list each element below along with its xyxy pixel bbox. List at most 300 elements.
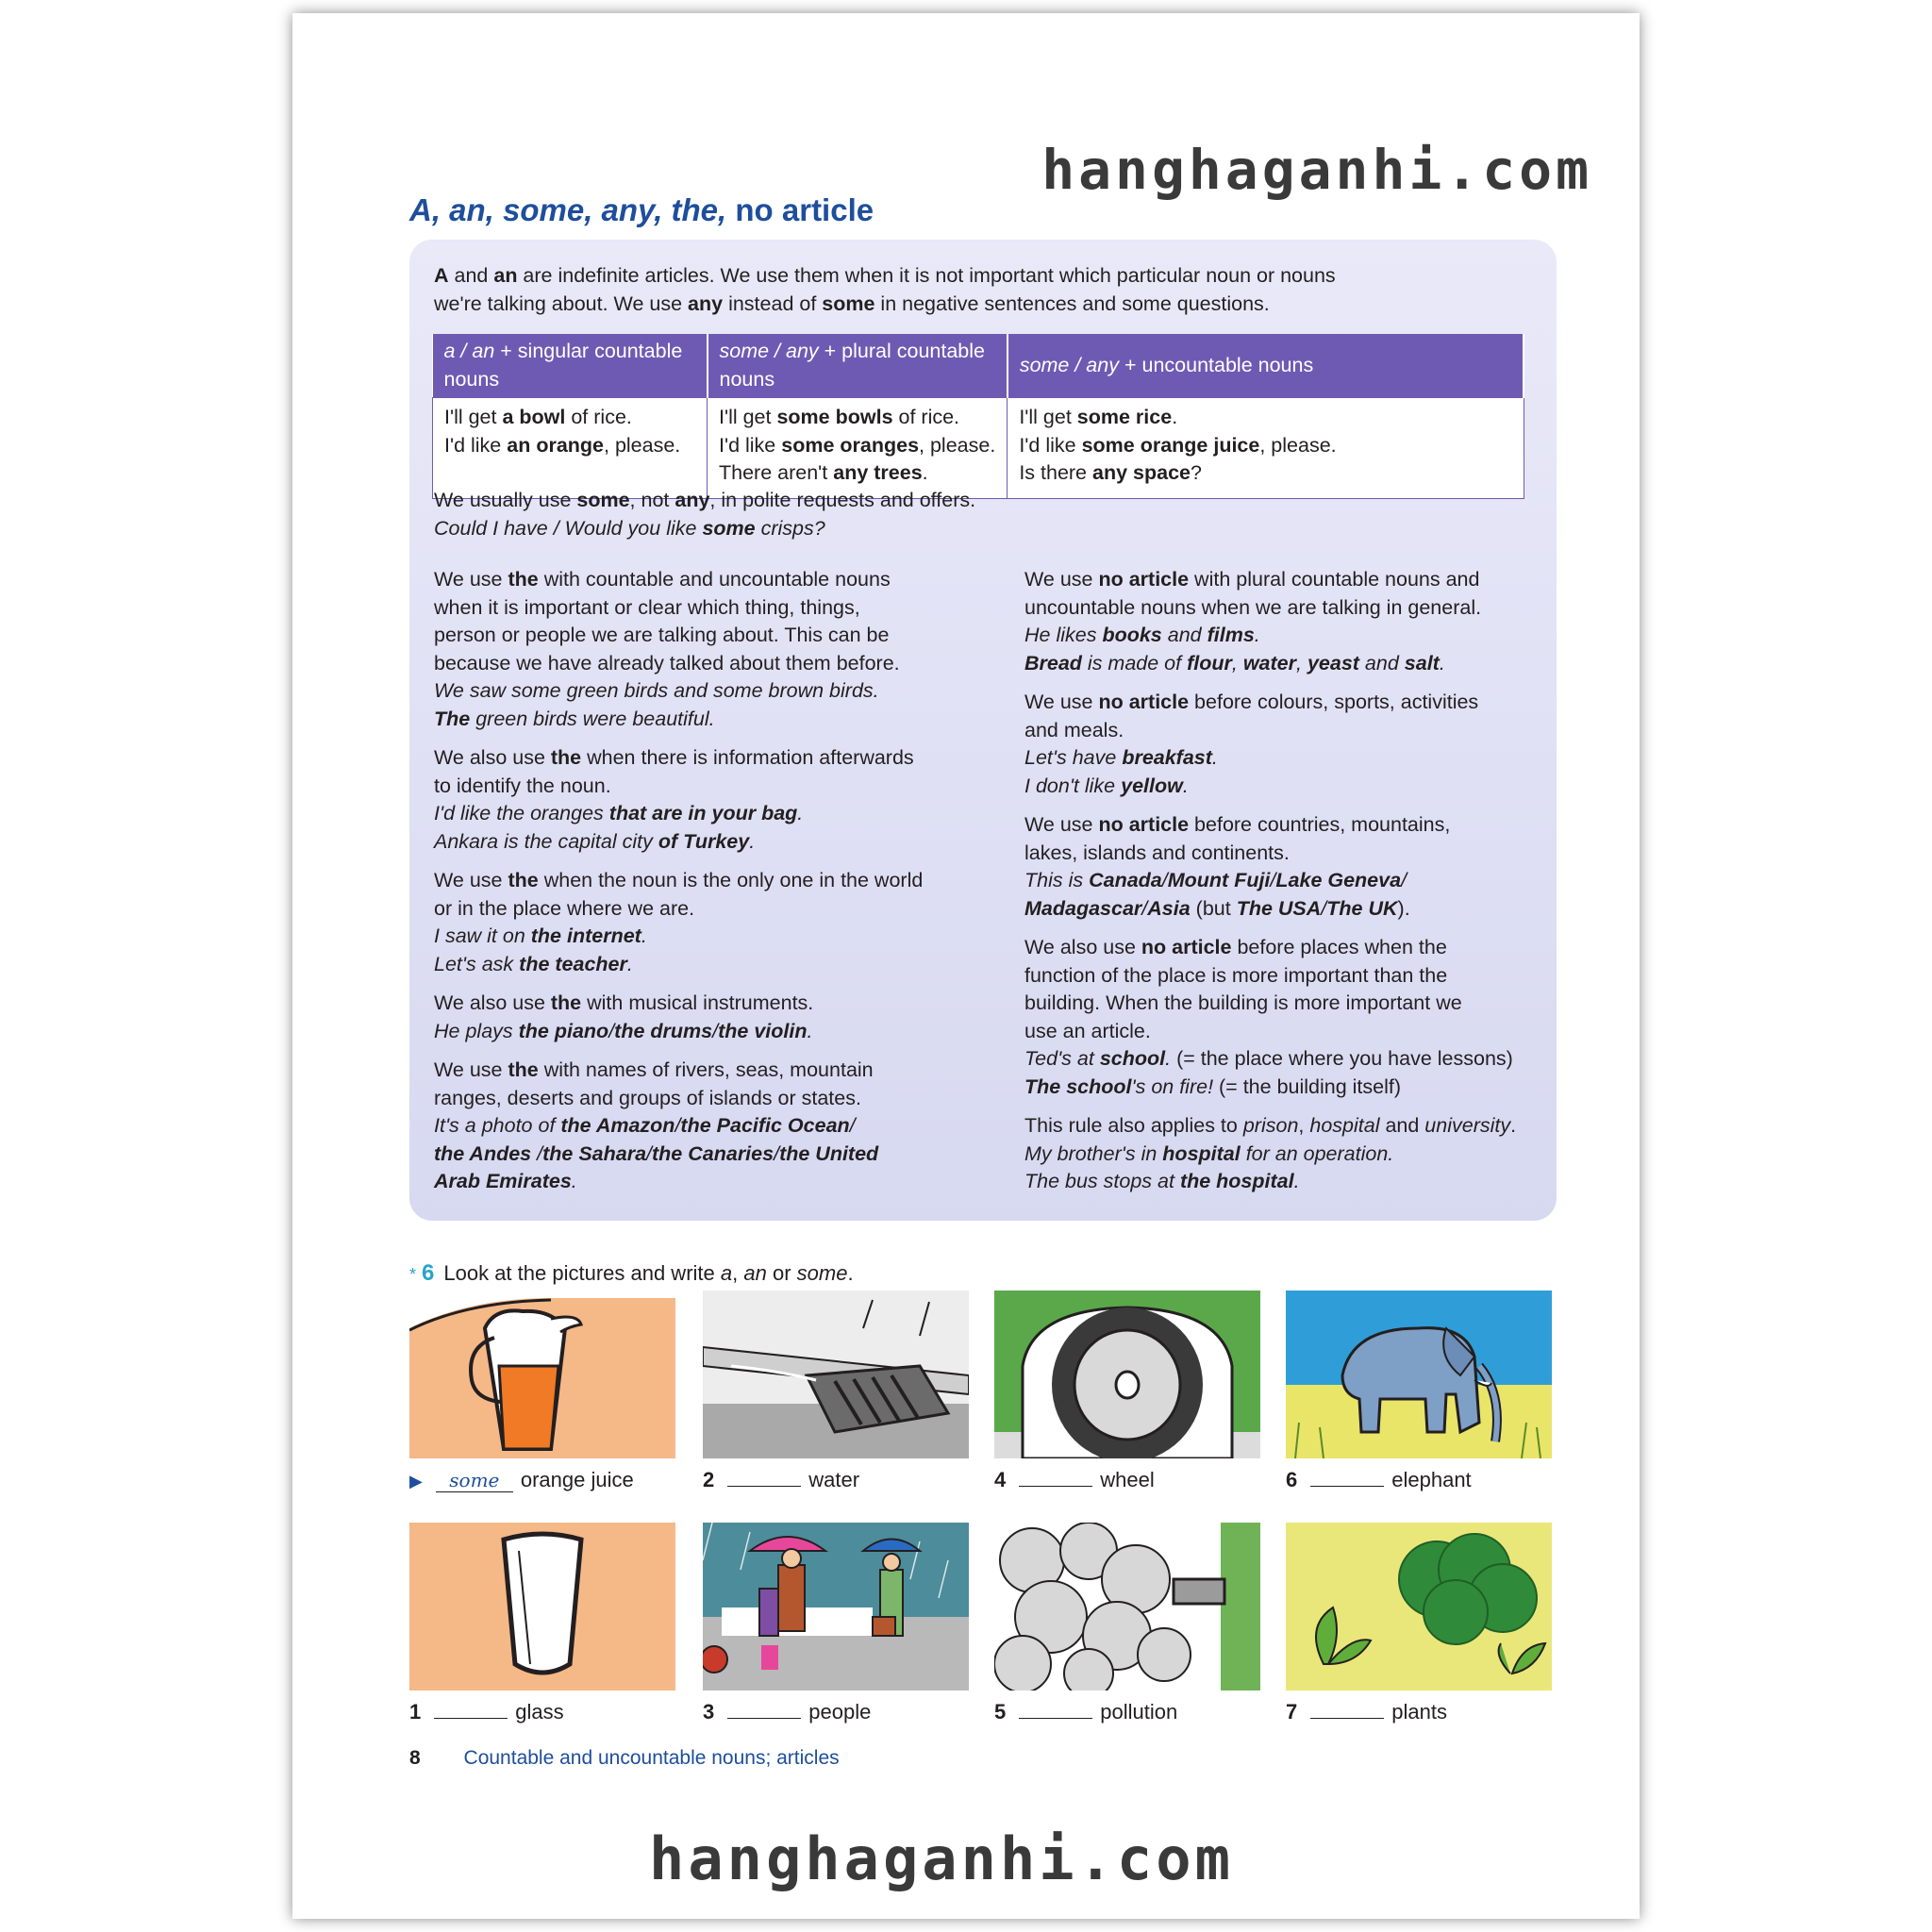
text-run: , please. [604, 433, 681, 457]
text-run: , [1296, 651, 1307, 675]
text-line [434, 1057, 972, 1085]
text-run: hospital [1162, 1141, 1241, 1165]
text-run: the [550, 746, 582, 769]
smoke-picture [994, 1523, 1260, 1690]
text-run: We use [1024, 568, 1099, 591]
rule-paragraph [434, 566, 972, 733]
text-run: some bowls [776, 406, 893, 428]
text-run: I saw it on [434, 924, 531, 947]
elephant-picture [1286, 1291, 1552, 1458]
text-run: and [1379, 1114, 1425, 1137]
text-line [1024, 1168, 1553, 1196]
text-run: , in polite requests and offers. [709, 489, 976, 511]
text-run: Could I have / Would you like [434, 516, 703, 540]
text-run: . [847, 1261, 854, 1285]
text-run: ? [1190, 461, 1202, 484]
text-run: before colours, sports, activities [1189, 691, 1479, 713]
text-line [1024, 1141, 1553, 1169]
exercise-heading [409, 1260, 854, 1287]
text-run: I'd like the oranges [434, 802, 609, 824]
text-run: We use [1024, 691, 1099, 713]
text-line [1024, 773, 1553, 801]
text-run: no article [1141, 936, 1232, 958]
text-run: Let's have [1024, 746, 1123, 769]
table-cell [1008, 398, 1524, 499]
text-run: / [712, 1019, 719, 1042]
text-run: / [849, 1114, 856, 1137]
text-run: of rice. [565, 406, 632, 428]
text-run: any trees [833, 461, 923, 484]
text-line [434, 594, 972, 623]
item-number: 4 [994, 1468, 1007, 1491]
text-line [1024, 811, 1553, 840]
text-run: before countries, mountains, [1189, 813, 1451, 836]
text-run: the teacher [519, 952, 627, 975]
text-run: function of the place is more important than the [1024, 963, 1448, 987]
text-line [444, 432, 695, 460]
text-run: (= the place where you have lessons) [1171, 1047, 1513, 1070]
text-line [434, 677, 972, 706]
text-run: of Turkey [658, 829, 750, 853]
text-run: , [732, 1261, 744, 1285]
example-answer: some [436, 1469, 513, 1492]
text-line [1024, 1074, 1553, 1102]
text-run: in negative sentences and some questions. [874, 291, 1270, 315]
text-line [1024, 689, 1553, 717]
text-run: use an article. [1024, 1019, 1151, 1042]
text-run: I'll get [444, 406, 503, 428]
text-run: when the noun is the only one in the world [538, 869, 924, 891]
text-run: Mount Fuji [1167, 869, 1271, 891]
text-run: no article [1098, 691, 1190, 713]
text-run: . [641, 924, 647, 947]
text-line [1024, 840, 1553, 868]
text-line [434, 990, 972, 1018]
text-line [1024, 566, 1553, 594]
table-cell [433, 398, 708, 499]
text-run: He likes [1024, 624, 1103, 646]
text-line [1024, 744, 1553, 773]
text-run: yeast [1307, 651, 1359, 675]
rule-paragraph [434, 744, 972, 856]
text-run: 's on fire! [1131, 1074, 1214, 1098]
text-run: He plays [434, 1019, 519, 1042]
text-line [434, 773, 972, 801]
text-run: and [1358, 651, 1405, 675]
text-run: This rule also applies to [1024, 1114, 1243, 1137]
text-line [434, 951, 972, 979]
text-run: the drums [614, 1019, 713, 1042]
text-run: We usually use [434, 489, 577, 511]
text-run: , please. [919, 433, 996, 457]
text-run: is made of [1081, 651, 1188, 675]
text-line [434, 487, 1472, 515]
text-line [1024, 990, 1553, 1018]
text-run: We use [434, 568, 508, 591]
text-run: hospital [1309, 1114, 1380, 1137]
text-run: We use [434, 869, 508, 891]
item-number: 1 [409, 1700, 422, 1724]
text-run: when there is information afterwards [581, 746, 914, 769]
exercise-number: 6 [422, 1260, 435, 1286]
text-run: some [576, 489, 630, 511]
text-run: + singular countable nouns [443, 340, 683, 391]
text-run: / [608, 1019, 615, 1042]
text-run: when it is important or clear which thing, things, [434, 595, 860, 619]
text-run: breakfast [1122, 746, 1212, 769]
text-run: / [1141, 896, 1148, 920]
text-run: Let's ask [434, 952, 520, 975]
text-run: The USA [1236, 896, 1322, 920]
jug-picture [409, 1291, 675, 1458]
right-column [1024, 566, 1553, 1208]
example-arrow-icon: ▶ [409, 1472, 423, 1491]
text-run: . [1182, 774, 1189, 797]
rule-paragraph [1024, 811, 1553, 923]
text-run: We saw some green birds and some brown birds. [434, 679, 879, 702]
text-run: because we have already talked about them before. [434, 651, 900, 675]
item-noun: elephant [1391, 1468, 1472, 1491]
text-run: any [675, 489, 710, 511]
text-run: . [1165, 1047, 1172, 1070]
text-line [1019, 432, 1511, 460]
text-line [1024, 962, 1553, 991]
text-line [434, 867, 972, 895]
text-run: the hospital [1179, 1170, 1294, 1192]
text-line [1024, 1112, 1553, 1141]
text-line [1024, 594, 1553, 623]
text-run: The bus stops at [1024, 1170, 1180, 1192]
difficulty-star-icon: * [409, 1265, 417, 1284]
text-run: I'll get [1019, 406, 1077, 428]
exercise-item [409, 1700, 564, 1724]
text-run: any [688, 291, 724, 315]
watermark-top: hanghaganhi.com [1041, 138, 1592, 202]
text-run: Ankara is the capital city [434, 829, 658, 853]
text-run: + uncountable nouns [1118, 353, 1314, 376]
text-run: , [1231, 651, 1243, 675]
text-run: that are in your bag [608, 802, 798, 824]
section-title: Countable and uncountable nouns; articles [463, 1747, 840, 1769]
intro-line [434, 262, 1519, 291]
book-page [292, 13, 1640, 1919]
text-run: . [626, 952, 633, 975]
text-run: the [508, 869, 539, 891]
text-run: a [720, 1261, 733, 1285]
text-run: we're talking about. We use [434, 291, 689, 315]
rule-paragraph [434, 990, 972, 1045]
text-run: or in the place where we are. [434, 896, 695, 920]
text-run: some / any [1019, 353, 1119, 376]
text-run: . [797, 802, 804, 824]
text-run: uncountable nouns when we are talking in general. [1024, 595, 1482, 619]
table-header [708, 334, 1008, 398]
text-run: This is [1024, 869, 1090, 891]
text-run: It's a photo of [434, 1114, 561, 1137]
text-run: some oranges [781, 433, 920, 457]
text-run: ranges, deserts and groups of islands or states. [434, 1086, 861, 1109]
text-line [1024, 717, 1553, 745]
text-run: the [508, 1058, 539, 1081]
text-run: Madagascar [1024, 896, 1142, 920]
text-run: Lake Geneva [1275, 869, 1402, 891]
text-line [434, 566, 972, 594]
text-run: I'd like [1019, 433, 1082, 457]
answer-blank[interactable] [434, 1701, 508, 1719]
item-noun: wheel [1100, 1468, 1155, 1491]
text-run: before places when the [1231, 936, 1447, 958]
text-run: the United [779, 1141, 879, 1165]
glass-picture [409, 1523, 675, 1690]
text-run: prison [1242, 1114, 1299, 1137]
text-line [719, 404, 995, 432]
text-line [1024, 650, 1553, 678]
text-run: the Andes [434, 1141, 532, 1165]
text-run: any space [1092, 461, 1191, 484]
text-run: the internet [530, 924, 641, 947]
item-number: 3 [703, 1700, 715, 1724]
polite-requests-note [434, 487, 1472, 542]
text-run: some rice [1076, 406, 1173, 428]
text-run: no article [1098, 568, 1190, 591]
text-run: an [743, 1261, 767, 1285]
text-run: no article [1098, 813, 1190, 836]
text-run: I'd like [444, 433, 508, 457]
text-line [434, 515, 1472, 543]
text-run: green birds were beautiful. [470, 707, 715, 730]
rule-paragraph [434, 867, 972, 978]
text-run: university [1424, 1114, 1511, 1137]
text-run: . [1211, 746, 1218, 769]
text-run: There aren't [719, 461, 834, 484]
text-run: / [675, 1114, 681, 1137]
text-run: of rice. [892, 406, 960, 428]
text-run: water [1242, 651, 1296, 675]
item-noun: pollution [1100, 1700, 1178, 1724]
text-run: salt [1404, 651, 1440, 675]
text-run: yellow [1121, 774, 1183, 797]
text-run: with countable and uncountable nouns [538, 568, 891, 591]
text-line [1024, 1018, 1553, 1046]
answer-blank[interactable] [727, 1701, 801, 1719]
watermark-bottom: hanghaganhi.com [649, 1824, 1234, 1893]
text-run: and [448, 264, 494, 287]
grammar-box [409, 240, 1557, 1221]
text-run: and meals. [1024, 718, 1124, 741]
text-run: (but [1190, 896, 1237, 920]
text-run: Bread [1024, 651, 1082, 675]
exercise-item [994, 1468, 1155, 1492]
text-line [434, 1085, 972, 1113]
text-run: an [493, 264, 518, 287]
text-line [1024, 1045, 1553, 1074]
text-line [1024, 895, 1553, 924]
rain-picture [703, 1523, 969, 1690]
intro-line [434, 291, 1519, 319]
text-run: some [796, 1261, 848, 1285]
text-run: , not [629, 489, 675, 511]
text-line [1019, 459, 1511, 488]
item-noun: orange juice [520, 1468, 634, 1491]
text-line [434, 895, 972, 924]
text-run: We use [1024, 813, 1099, 836]
text-run: flour [1187, 651, 1232, 675]
exercise-item [1286, 1700, 1447, 1724]
text-run: / [1270, 869, 1276, 891]
text-line [1024, 934, 1553, 962]
text-run: Canada [1089, 869, 1162, 891]
text-run: My brother's in [1024, 1141, 1163, 1165]
text-run: . [1293, 1170, 1300, 1192]
text-run: / [1401, 869, 1407, 891]
item-number: 2 [703, 1468, 715, 1491]
text-run: I'd like [719, 433, 782, 457]
text-run: with plural countable nouns and [1189, 568, 1480, 591]
text-run: some / any [719, 340, 819, 362]
text-run: I don't like [1024, 774, 1122, 797]
item-number: 5 [994, 1700, 1007, 1724]
text-run: the Amazon [560, 1114, 675, 1137]
text-run: with musical instruments. [581, 991, 814, 1014]
text-line [434, 650, 972, 678]
text-run: the piano [518, 1019, 609, 1042]
text-run: or [766, 1261, 797, 1285]
text-run: (= the building itself) [1213, 1074, 1402, 1098]
intro-text [434, 262, 1519, 318]
text-line [1019, 404, 1511, 432]
text-run: / [1161, 869, 1168, 891]
table-cell [708, 398, 1008, 499]
exercise-item [1286, 1468, 1472, 1492]
text-line [434, 800, 972, 828]
answer-blank[interactable] [1019, 1469, 1092, 1487]
text-run: with names of rivers, seas, mountain [538, 1058, 874, 1081]
page-footer [409, 1747, 840, 1770]
text-run: We also use [434, 991, 551, 1014]
text-run: Arab Emirates [434, 1170, 572, 1192]
text-run: the Pacific Ocean [680, 1114, 850, 1137]
text-run: the Sahara [542, 1141, 647, 1165]
text-line [719, 459, 995, 488]
text-run: Ted's at [1024, 1047, 1100, 1070]
exercise-item [994, 1700, 1177, 1724]
text-run: . [1172, 406, 1178, 428]
rule-paragraph [434, 1057, 972, 1196]
text-run: for an operation. [1240, 1141, 1394, 1165]
title-no-article: no article [735, 192, 874, 227]
text-line [434, 706, 972, 734]
item-noun: people [808, 1700, 872, 1724]
text-line [719, 432, 995, 460]
text-run: The school [1024, 1074, 1132, 1098]
item-noun: plants [1391, 1700, 1447, 1724]
text-run: the [550, 991, 582, 1014]
text-run: the Canaries [652, 1141, 774, 1165]
text-run: / [1321, 896, 1327, 920]
text-line [434, 622, 972, 650]
table-header [433, 334, 708, 398]
page-number: 8 [409, 1747, 421, 1769]
text-run: some orange juice [1081, 433, 1260, 457]
text-run: some [822, 291, 875, 315]
text-line [434, 1112, 972, 1141]
left-column [434, 566, 972, 1208]
answer-blank[interactable] [727, 1469, 801, 1487]
text-line [1024, 622, 1553, 650]
text-run: and [1161, 624, 1208, 646]
text-run: the violin [718, 1019, 808, 1042]
text-run: crisps? [755, 516, 825, 540]
text-run: are indefinite articles. We use them when it is not important which particular noun or nouns [517, 264, 1336, 287]
item-noun: glass [515, 1700, 564, 1724]
text-run: school [1099, 1047, 1166, 1070]
text-run: Is there [1019, 461, 1092, 484]
text-run: a bowl [502, 406, 566, 428]
text-run: , please. [1259, 433, 1337, 457]
answer-blank[interactable] [1310, 1469, 1384, 1487]
text-run: . [807, 1019, 813, 1042]
text-line [434, 1168, 972, 1196]
text-run: We also use [434, 746, 551, 769]
item-number: 6 [1286, 1468, 1298, 1491]
text-run: . [571, 1170, 577, 1192]
answer-blank[interactable] [1019, 1701, 1092, 1719]
text-line [444, 404, 695, 432]
answer-blank[interactable] [1310, 1701, 1384, 1719]
text-run: some [702, 516, 756, 540]
rule-paragraph [1024, 689, 1553, 800]
text-line [1024, 867, 1553, 895]
text-run: / [774, 1141, 780, 1165]
text-run: , [1298, 1114, 1310, 1137]
exercise-item [409, 1468, 634, 1492]
text-run: / [646, 1141, 653, 1165]
drain-picture [703, 1291, 969, 1458]
text-line [434, 828, 972, 857]
text-line [434, 1018, 972, 1046]
text-run: . [1510, 1114, 1517, 1137]
exercise-item [703, 1700, 871, 1724]
text-run: A [434, 264, 449, 287]
item-number: 7 [1286, 1700, 1298, 1724]
rule-paragraph [1024, 566, 1553, 677]
text-run: / [531, 1141, 543, 1165]
plants-picture [1286, 1523, 1552, 1690]
text-run: . [922, 461, 928, 484]
rule-paragraph [1024, 934, 1553, 1101]
text-run: person or people we are talking about. This can be [434, 624, 890, 646]
text-run: the [508, 568, 539, 591]
text-run: We use [434, 1058, 508, 1081]
text-run: to identify the noun. [434, 774, 611, 797]
text-run: I'll get [719, 406, 777, 428]
page-title [409, 192, 874, 228]
text-run: . [749, 829, 756, 853]
text-run: films [1207, 624, 1255, 646]
text-run: a / an [443, 340, 495, 362]
text-run: an orange [507, 433, 604, 457]
text-run: + plural countable nouns [719, 340, 985, 391]
text-run: The [434, 707, 471, 730]
text-run: ). [1397, 896, 1410, 920]
rule-paragraph [1024, 1112, 1553, 1196]
item-noun: water [808, 1468, 860, 1491]
wheel-picture [994, 1291, 1260, 1458]
text-run: Asia [1147, 896, 1191, 920]
text-line [434, 744, 972, 773]
text-run: The UK [1326, 896, 1398, 920]
text-line [434, 923, 972, 951]
